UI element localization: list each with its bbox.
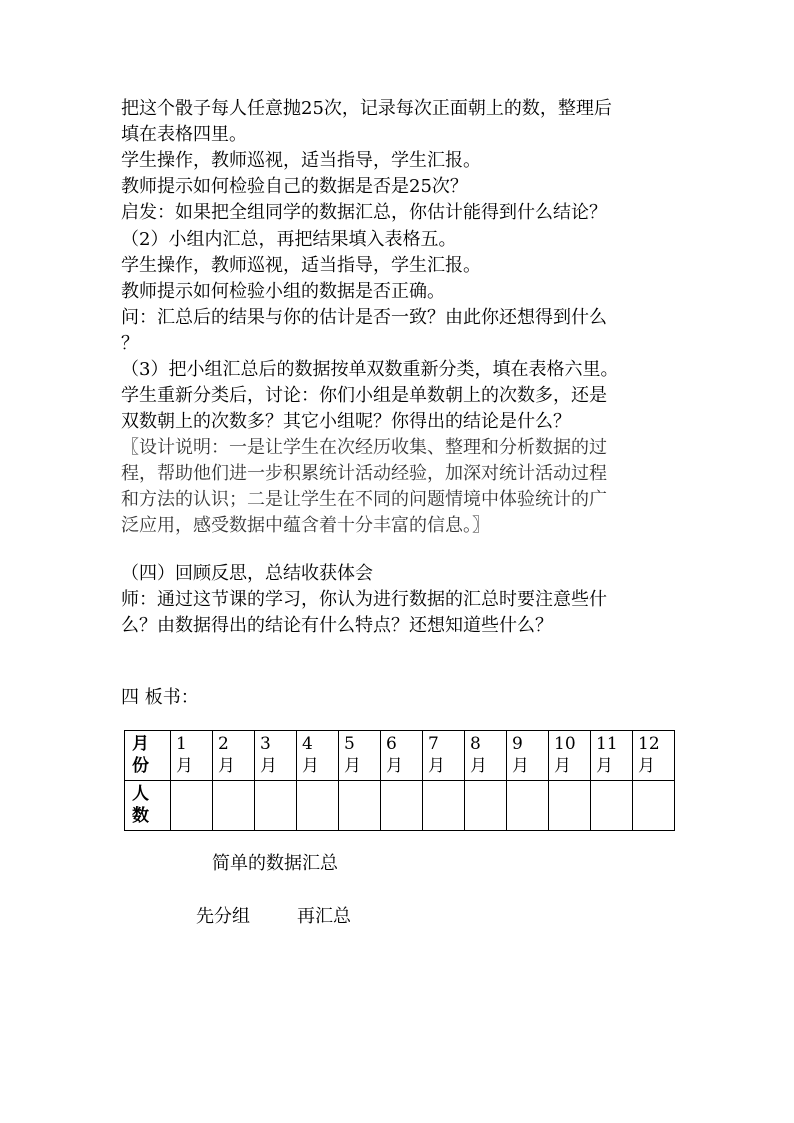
table-cell-empty (423, 781, 465, 831)
text-line: 学生操作，教师巡视，适当指导，学生汇报。 (121, 150, 481, 171)
table-header-month (125, 731, 171, 781)
header-char: 数 (132, 806, 149, 826)
table-cell-empty (465, 781, 507, 831)
month-unit: 月 (470, 756, 487, 776)
text-line: 学生操作，教师巡视，适当指导，学生汇报。 (121, 255, 481, 276)
table-header-count (125, 781, 171, 831)
summary-step-total: 再汇总 (297, 906, 351, 927)
table-cell-month (339, 731, 381, 781)
table-cell-month (633, 731, 675, 781)
table-cell-empty (213, 781, 255, 831)
paragraph-question (121, 305, 681, 357)
paragraph-reclassify (121, 357, 681, 383)
table-row-months (125, 731, 675, 781)
table-cell-empty (171, 781, 213, 831)
month-number: 1 (176, 734, 187, 754)
summary-step-group: 先分组 (196, 906, 250, 927)
month-unit: 月 (428, 756, 445, 776)
summary-title: 简单的数据汇总 (212, 853, 338, 874)
paragraph-inspire (121, 200, 681, 226)
month-number: 10 (554, 734, 576, 754)
section-title-board: 四 板书： (121, 687, 199, 708)
month-unit: 月 (344, 756, 361, 776)
month-number: 5 (344, 734, 355, 754)
table-cell-month (423, 731, 465, 781)
text-line: 教师提示如何检验小组的数据是否正确。 (121, 281, 445, 302)
text-line: 师：通过这节课的学习，你认为进行数据的汇总时要注意些什 (121, 589, 607, 610)
text-line: 〖设计说明：一是让学生在次经历收集、整理和分析数据的过 (121, 437, 607, 458)
text-line: 和方法的认识；二是让学生在不同的问题情境中体验统计的广 (121, 489, 607, 510)
month-unit: 月 (512, 756, 529, 776)
table-cell-empty (297, 781, 339, 831)
table-cell-empty (339, 781, 381, 831)
text-line: 把这个骰子每人任意抛25次，记录每次正面朝上的数，整理后 (121, 98, 612, 119)
month-unit: 月 (596, 756, 613, 776)
paragraph-teacher-check-2 (121, 279, 681, 305)
month-unit: 月 (176, 756, 193, 776)
text-line: 程，帮助他们进一步积累统计活动经验，加深对统计活动过程 (121, 463, 607, 484)
table-cell-month (255, 731, 297, 781)
text-line: 填在表格四里。 (121, 124, 247, 145)
paragraph-throw-dice (121, 96, 681, 148)
table-row-counts (125, 781, 675, 831)
table-cell-empty (381, 781, 423, 831)
month-number: 12 (638, 734, 660, 754)
paragraph-teacher-summary (121, 587, 681, 639)
header-char: 份 (132, 756, 149, 776)
month-number: 6 (386, 734, 397, 754)
table-cell-month (171, 731, 213, 781)
table-cell-month (297, 731, 339, 781)
table-cell-empty (633, 781, 675, 831)
table-cell-empty (507, 781, 549, 831)
text-line: （四）回顾反思，总结收获体会 (121, 563, 373, 584)
month-unit: 月 (386, 756, 403, 776)
table-cell-month (465, 731, 507, 781)
month-unit: 月 (260, 756, 277, 776)
month-unit: 月 (554, 756, 571, 776)
text-line: 双数朝上的次数多？其它小组呢？你得出的结论是什么？ (121, 411, 571, 432)
month-unit: 月 (218, 756, 235, 776)
table-cell-month (381, 731, 423, 781)
table-cell-month (213, 731, 255, 781)
month-number: 11 (596, 734, 618, 754)
paragraph-teacher-check-1 (121, 174, 681, 200)
table-cell-empty (549, 781, 591, 831)
table-cell-month (549, 731, 591, 781)
text-line: 学生重新分类后，讨论：你们小组是单数朝上的次数多，还是 (121, 385, 607, 406)
table-cell-month (591, 731, 633, 781)
board-table (124, 730, 675, 831)
text-line: 泛应用，感受数据中蕴含着十分丰富的信息。〗 (121, 515, 490, 536)
month-number: 8 (470, 734, 481, 754)
text-line: 问：汇总后的结果与你的估计是否一致？由此你还想得到什么 (121, 307, 607, 328)
paragraph-review-heading (121, 561, 681, 587)
text-line: ？ (121, 333, 139, 354)
table-cell-month (507, 731, 549, 781)
month-number: 9 (512, 734, 523, 754)
header-char: 月 (132, 734, 149, 754)
paragraph-student-operate-2 (121, 253, 681, 279)
month-number: 2 (218, 734, 229, 754)
text-line: （3）把小组汇总后的数据按单双数重新分类，填在表格六里。 (121, 359, 619, 380)
month-unit: 月 (638, 756, 655, 776)
text-line: 启发：如果把全组同学的数据汇总，你估计能得到什么结论？ (121, 202, 607, 223)
paragraph-discussion (121, 383, 681, 435)
paragraph-design-note (121, 435, 681, 539)
table-cell-empty (255, 781, 297, 831)
month-number: 3 (260, 734, 271, 754)
header-char: 人 (132, 784, 149, 804)
text-line: 教师提示如何检验自己的数据是否是25次？ (121, 176, 468, 197)
month-number: 4 (302, 734, 313, 754)
text-line: （2）小组内汇总，再把结果填入表格五。 (121, 229, 457, 250)
text-line: 么？由数据得出的结论有什么特点？还想知道些什么？ (121, 615, 553, 636)
month-number: 7 (428, 734, 439, 754)
month-unit: 月 (302, 756, 319, 776)
table-cell-empty (591, 781, 633, 831)
paragraph-student-operate-1 (121, 148, 681, 174)
paragraph-group-summary (121, 227, 681, 253)
